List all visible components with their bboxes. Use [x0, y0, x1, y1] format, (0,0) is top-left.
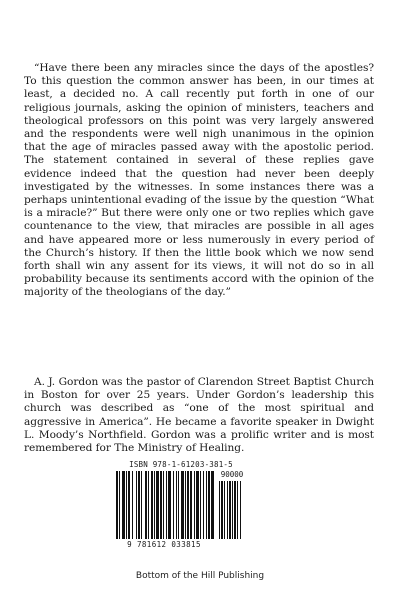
isbn-barcode: [115, 460, 247, 550]
publisher-name: Bottom of the Hill Publishing: [135, 571, 265, 581]
barcode-bars: [115, 471, 247, 541]
ean-digits: 9 781612 033815: [127, 540, 201, 549]
author-bio: A. J. Gordon was the pastor of Clarendon Street Baptist Church in Boston for over 25 years. Under Gordon’s leadership this church was described as “one of the most spiritual and aggressive in America”. He became a favorite speaker in Dwight L. Moody’s Northfield. Gordon was a prolific writer and is most remembered for The Ministry of Healing.: [24, 376, 374, 455]
price-code: 90000: [220, 470, 244, 479]
book-quote: “Have there been any miracles since the days of the apostles? To this question the common answer has been, in our times at least, a decided no. A call recently put forth in one of our religious journals, asking the opinion of ministers, teachers and theological professors on this point was very largely answered and the respondents were well nigh unanimous in the opinion that the age of miracles passed away with the apostolic period. The statement contained in several of these replies gave evidence indeed that the question had never been deeply investigated by the witnesses. In some instances there was a perhaps unintentional evading of the issue by the question “What is a miracle?” But there were only one or two replies which gave countenance to the view, that miracles are possible in all ages and have appeared more or less numerously in every period of the Church’s history. If then the little book which we now send forth shall win any assent for its views, it will not do so in all probability because its sentiments accord with the opinion of the majority of the theologians of the day.”: [24, 62, 374, 299]
isbn-label: ISBN 978-1-61203-381-5: [129, 460, 233, 469]
